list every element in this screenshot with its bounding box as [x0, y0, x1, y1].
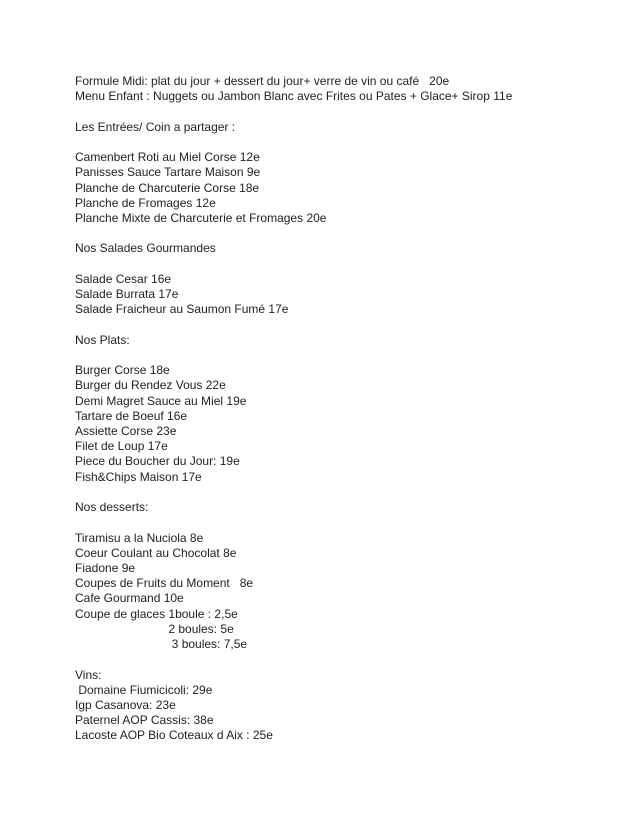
blank-line	[75, 104, 512, 119]
blank-line	[75, 485, 512, 500]
menu-line: Salade Cesar 16e	[75, 271, 172, 286]
blank-line	[75, 515, 512, 530]
menu-line: Fiadone 9e	[75, 561, 136, 575]
blank-line	[75, 348, 512, 363]
menu-line: Coupe de glaces 1boule : 2,5e	[75, 606, 238, 621]
menu-line: Nos Salades Gourmandes	[75, 241, 216, 256]
menu-line: Formule Midi: plat du jour + dessert du jour+ verre de vin ou café 20e	[75, 74, 450, 88]
menu-line: Tartare de Boeuf 16e	[75, 408, 188, 423]
menu-line: Camenbert Roti au Miel Corse 12e	[75, 150, 260, 165]
menu-line: Panisses Sauce Tartare Maison 9e	[75, 165, 261, 180]
menu-line: Assiette Corse 23e	[75, 424, 177, 439]
menu-line: Vins:	[75, 667, 102, 682]
menu-line: Burger Corse 18e	[75, 363, 170, 378]
menu-line: Lacoste AOP Bio Coteaux d Aix : 25e	[75, 728, 273, 743]
menu-line: Domaine Fiumicicoli: 29e	[75, 682, 213, 697]
menu-line: Salade Fraicheur au Saumon Fumé 17e	[75, 302, 289, 317]
menu-line: Nos desserts:	[75, 500, 149, 515]
blank-line	[75, 318, 512, 333]
menu-line: Planche de Fromages 12e	[75, 195, 216, 210]
menu-document	[75, 74, 512, 744]
menu-line: 2 boules: 5e	[75, 621, 234, 636]
menu-line: Tiramisu a la Nuciola 8e	[75, 530, 204, 545]
menu-line: Igp Casanova: 23e	[75, 697, 176, 712]
menu-line: Fish&Chips Maison 17e	[75, 469, 202, 484]
blank-line	[75, 652, 512, 667]
menu-line: Planche Mixte de Charcuterie et Fromages 20e	[75, 210, 327, 225]
menu-line: Planche de Charcuterie Corse 18e	[75, 180, 260, 195]
blank-line	[75, 135, 512, 150]
menu-line: 3 boules: 7,5e	[75, 637, 248, 652]
menu-line: Nos Plats:	[75, 332, 130, 347]
menu-line: Salade Burrata 17e	[75, 287, 179, 302]
blank-line	[75, 226, 512, 241]
menu-line: Cafe Gourmand 10e	[75, 591, 184, 606]
menu-line: Piece du Boucher du Jour: 19e	[75, 454, 240, 469]
menu-line: Filet de Loup 17e	[75, 439, 168, 454]
menu-line: Les Entrées/ Coin a partager :	[75, 119, 236, 134]
menu-line: Paternel AOP Cassis: 38e	[75, 713, 214, 728]
blank-line	[75, 257, 512, 272]
menu-line: Menu Enfant : Nuggets ou Jambon Blanc avec Frites ou Pates + Glace+ Sirop 11e	[75, 89, 513, 104]
menu-line: Burger du Rendez Vous 22e	[75, 378, 226, 393]
menu-line: Demi Magret Sauce au Miel 19e	[75, 393, 247, 408]
menu-line: Coeur Coulant au Chocolat 8e	[75, 545, 237, 560]
menu-line: Coupes de Fruits du Moment 8e	[75, 576, 254, 591]
